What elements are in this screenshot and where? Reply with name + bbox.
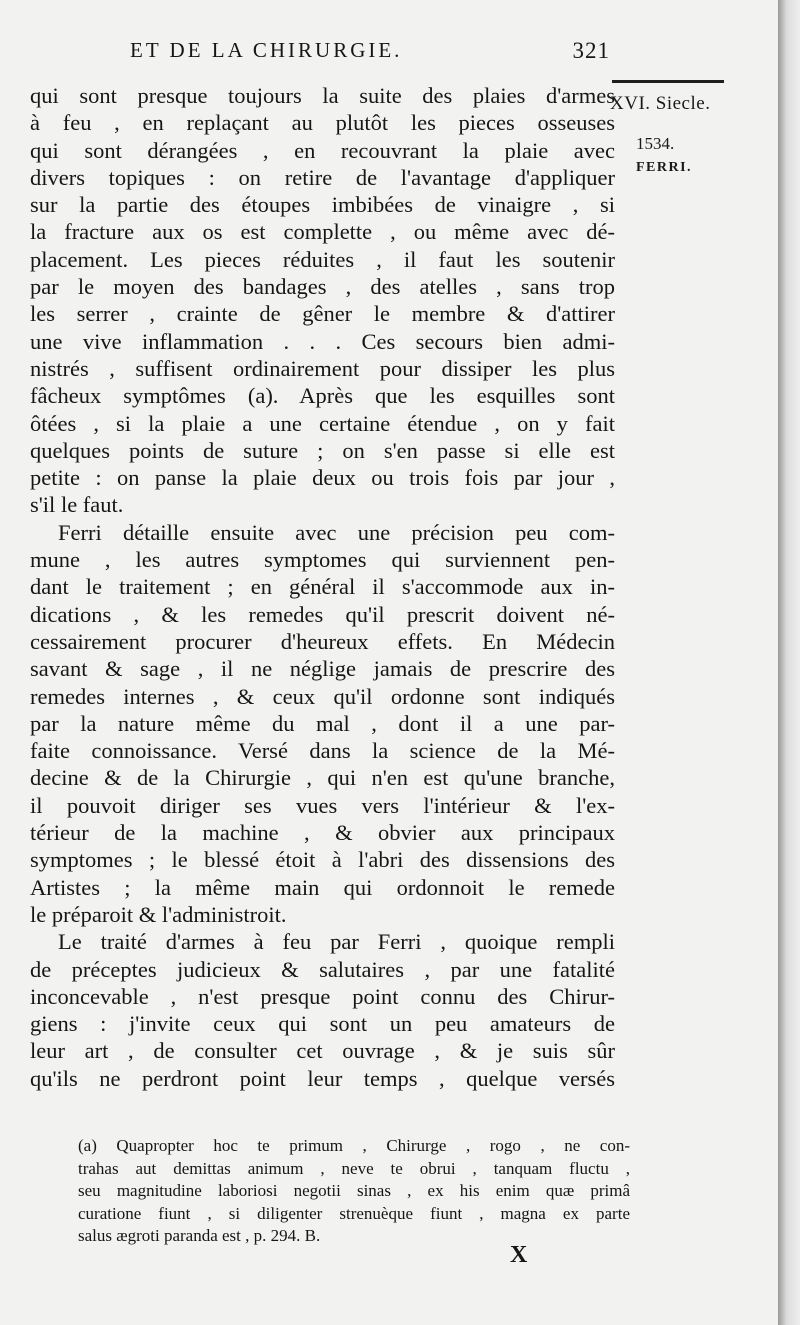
text-line: symptomes ; le blessé étoit à l'abri des dissensions des bbox=[30, 847, 615, 873]
text-line: qui sont presque toujours la suite des plaies d'armes bbox=[30, 83, 615, 108]
text-line: Le traité d'armes à feu par Ferri , quoique rempli bbox=[58, 929, 615, 955]
footnote-line: curatione fiunt , si diligenter strenuèque fiunt , magna ex parte bbox=[78, 1203, 630, 1223]
text-line: à feu , en replaçant au plutôt les pieces osseuses bbox=[30, 110, 615, 136]
text-line: divers topiques : on retire de l'avantage d'appliquer bbox=[30, 164, 615, 190]
text-line: mune , les autres symptomes qui surviennent pen- bbox=[30, 547, 615, 573]
text-line: sur la partie des étoupes imbibées de vinaigre , si bbox=[30, 192, 615, 218]
text-line: s'il le faut. bbox=[30, 492, 124, 518]
footnote-line: seu magnitudine laboriosi negotii sinas , ex his enim quæ primâ bbox=[78, 1181, 630, 1200]
text-line: inconcevable , n'est presque point connu des Chirur- bbox=[30, 983, 615, 1009]
margin-rule bbox=[612, 80, 724, 83]
text-line: leur art , de consulter cet ouvrage , & je suis sûr bbox=[30, 1038, 615, 1064]
text-line: le préparoit & l'administroit. bbox=[30, 901, 287, 927]
text-line: Artistes ; la même main qui ordonnoit le remede bbox=[30, 874, 615, 900]
text-line: la fracture aux os est complette , ou même avec dé- bbox=[30, 219, 615, 245]
text-line: quelques points de suture ; on s'en passe si elle est bbox=[30, 437, 615, 463]
running-title: ET DE LA CHIRURGIE. bbox=[130, 38, 403, 62]
text-line: ôtées , si la plaie a une certaine étendue , on y fait bbox=[30, 410, 615, 436]
text-line: qu'ils ne perdront point leur temps , quelque versés bbox=[30, 1065, 615, 1091]
text-line: placement. Les pieces réduites , il faut les soutenir bbox=[30, 246, 615, 272]
text-line: petite : on panse la plaie deux ou trois fois par jour , bbox=[30, 465, 615, 491]
text-line: savant & sage , il ne néglige jamais de prescrire des bbox=[30, 656, 615, 682]
page-gutter bbox=[778, 0, 800, 1325]
text-line: une vive inflammation . . . Ces secours bien admi- bbox=[30, 328, 615, 354]
text-line: par le moyen des bandages , des atelles , sans trop bbox=[30, 274, 615, 300]
footnote bbox=[78, 1135, 630, 1248]
body-text bbox=[30, 82, 615, 1092]
text-line: faite connoissance. Versé dans la science de la Mé- bbox=[30, 738, 615, 764]
text-line: giens : j'invite ceux qui sont un peu amateurs de bbox=[30, 1011, 615, 1037]
text-line: remedes internes , & ceux qu'il ordonne sont indiqués bbox=[30, 683, 615, 709]
text-line: par la nature même du mal , dont il a une par- bbox=[30, 710, 615, 736]
text-line: nistrés , suffisent ordinairement pour dissiper les plus bbox=[30, 355, 615, 381]
text-line: cessairement procurer d'heureux effets. En Médecin bbox=[30, 628, 615, 654]
margin-author: FERRI. bbox=[636, 160, 693, 175]
page-number: 321 bbox=[572, 38, 610, 63]
footnote-line: salus ægroti paranda est , p. 294. B. bbox=[78, 1226, 321, 1245]
text-line: dant le traitement ; en général il s'accommode aux in- bbox=[30, 574, 615, 600]
margin-century: XVI. Siecle. bbox=[610, 93, 711, 114]
footnote-line: (a) Quapropter hoc te primum , Chirurge , rogo , ne con- bbox=[78, 1136, 630, 1155]
text-line: térieur de la machine , & obvier aux principaux bbox=[30, 820, 615, 846]
text-line: fâcheux symptômes (a). Après que les esquilles sont bbox=[30, 383, 615, 409]
text-line: les serrer , crainte de gêner le membre & d'attirer bbox=[30, 301, 615, 327]
text-line: il pouvoit diriger ses vues vers l'intérieur & l'ex- bbox=[30, 792, 615, 818]
text-line: dications , & les remedes qu'il prescrit doivent né- bbox=[30, 601, 615, 627]
text-line: de préceptes judicieux & salutaires , par une fatalité bbox=[30, 956, 615, 982]
running-head bbox=[30, 38, 615, 68]
footnote-line: trahas aut demittas animum , neve te obrui , tanquam fluctu , bbox=[78, 1158, 630, 1178]
text-line: decine & de la Chirurgie , qui n'en est qu'une branche, bbox=[30, 765, 615, 791]
text-line: Ferri détaille ensuite avec une précision peu com- bbox=[58, 519, 615, 545]
text-line: qui sont dérangées , en recouvrant la plaie avec bbox=[30, 137, 615, 163]
signature-mark: X bbox=[510, 1242, 528, 1268]
margin-year: 1534. bbox=[636, 134, 675, 153]
